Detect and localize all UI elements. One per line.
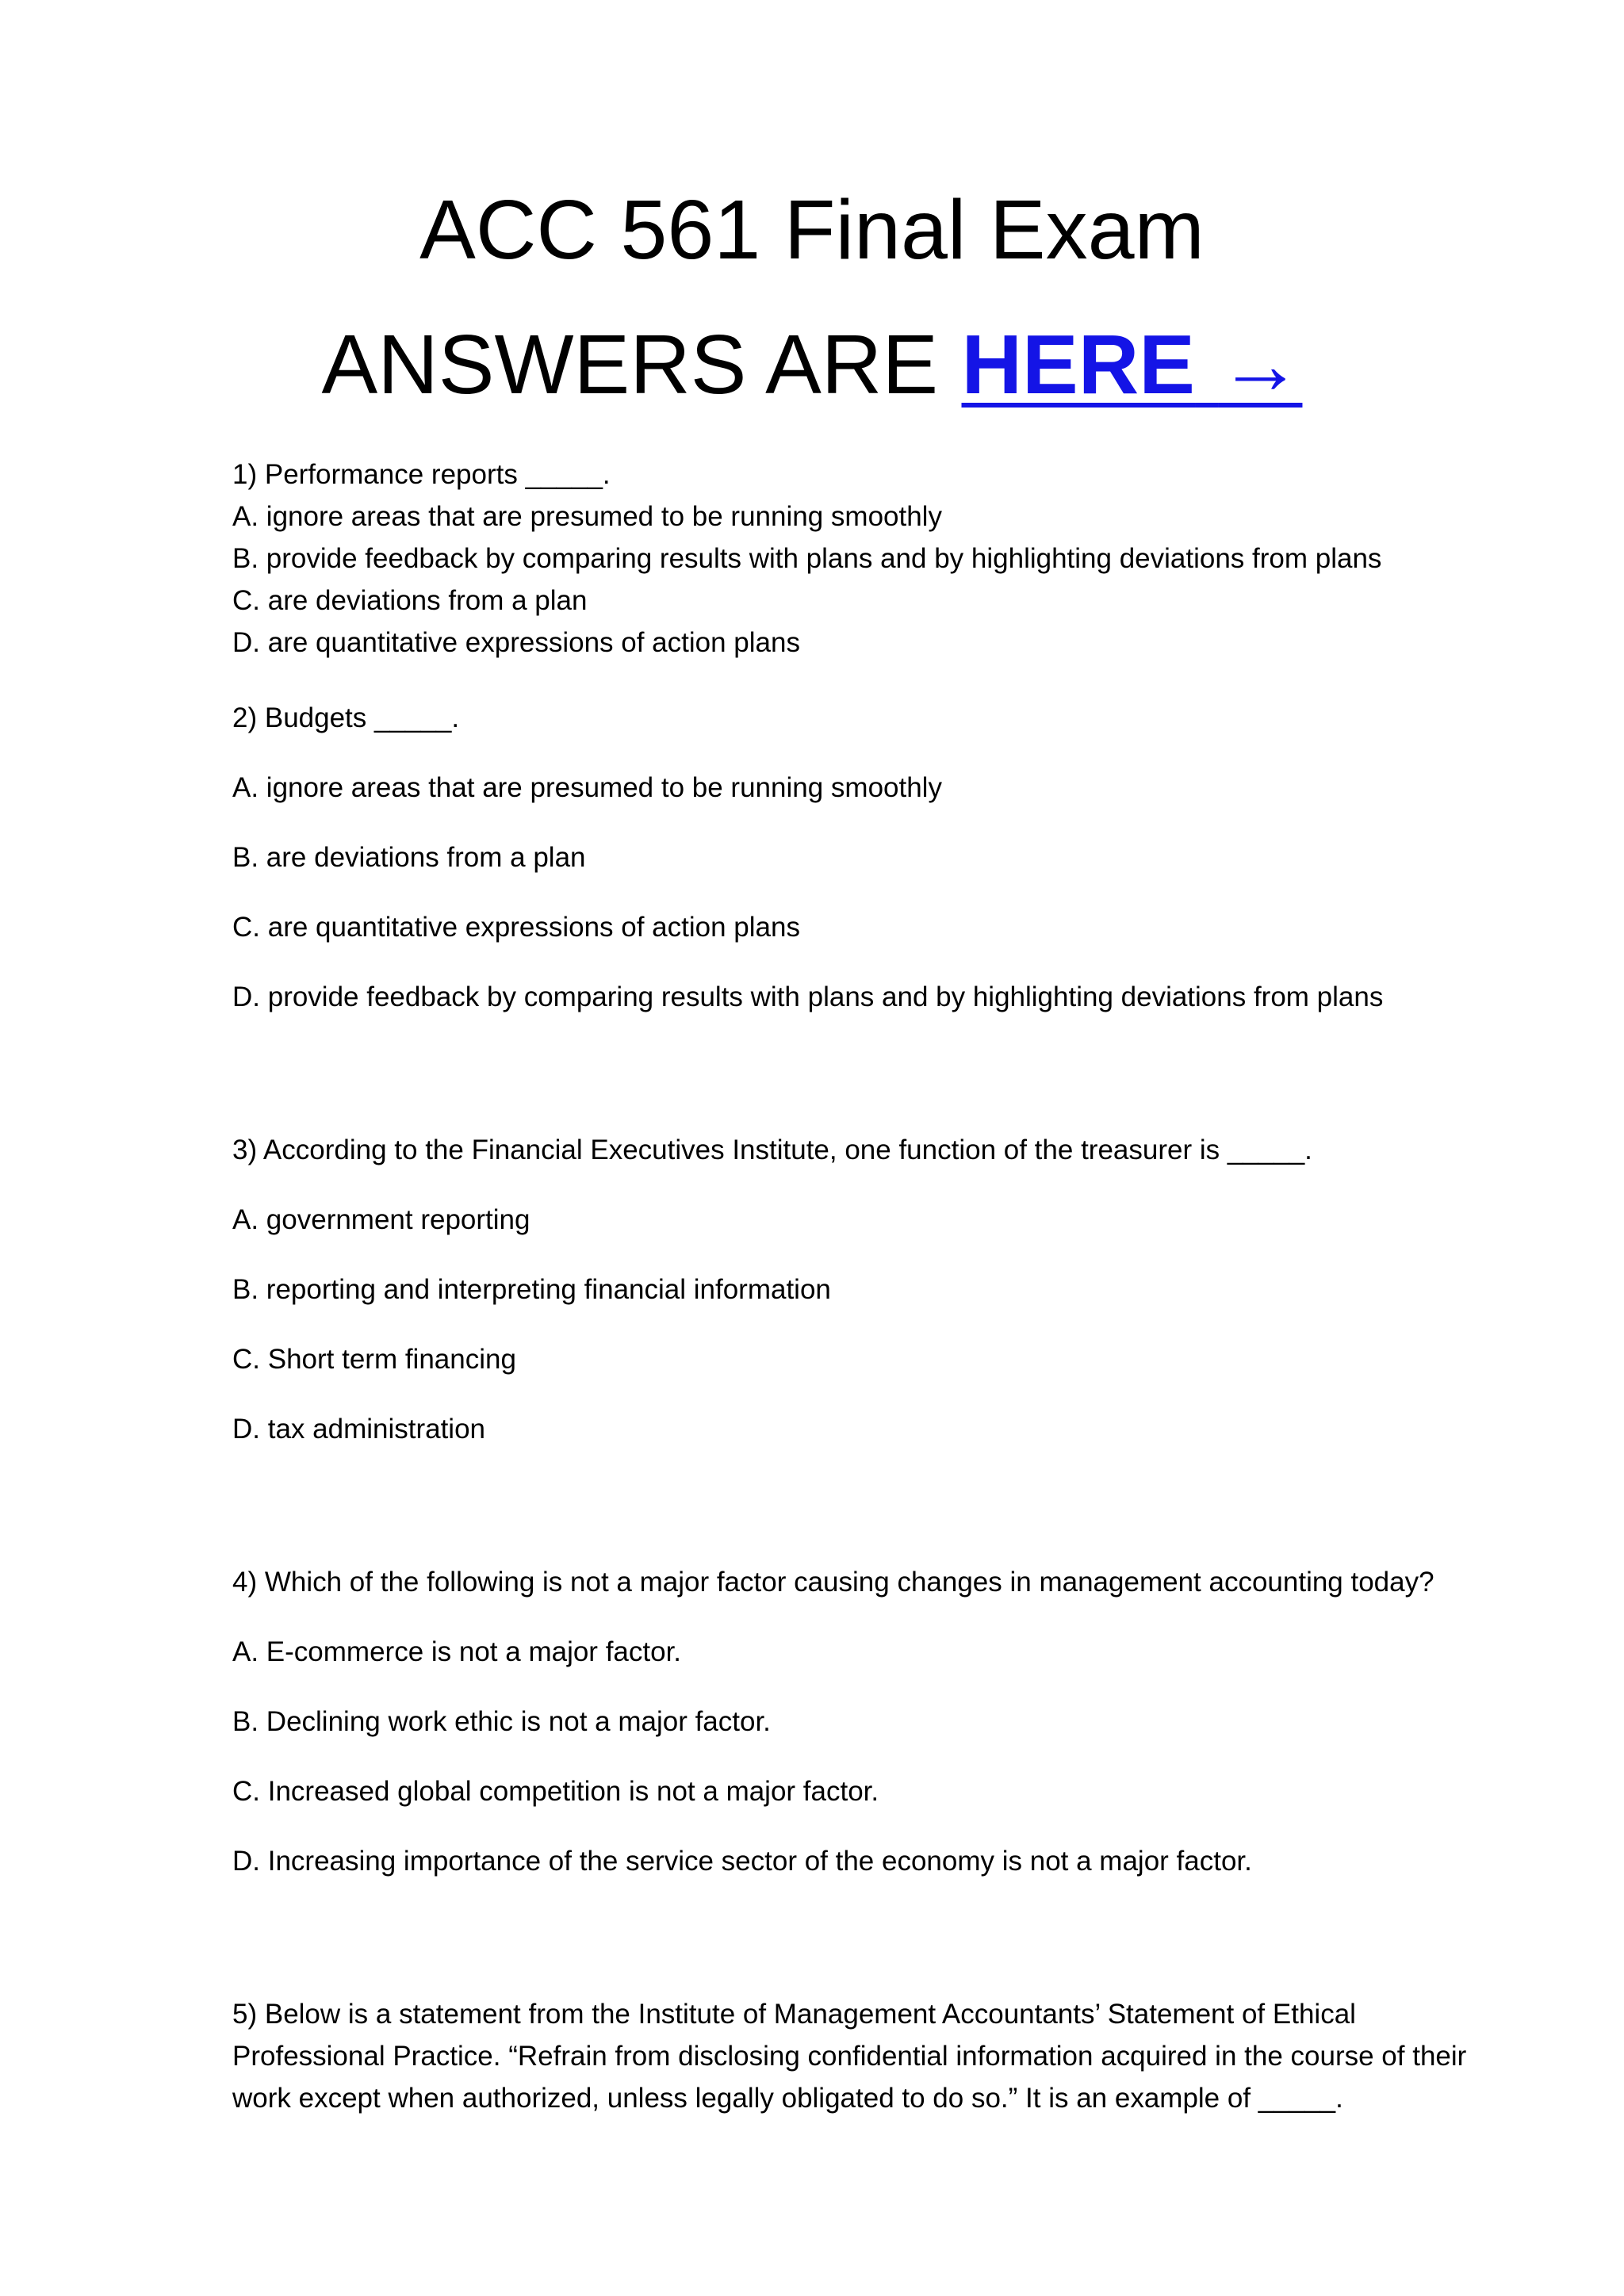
answer-option: A. government reporting	[232, 1204, 530, 1235]
question-stem: 3) According to the Financial Executives Institute, one function of the treasurer is _____.	[232, 1135, 1312, 1165]
answer-option: B. reporting and interpreting financial information	[232, 1274, 831, 1305]
question-stem-line: work except when authorized, unless legally obligated to do so.” It is an example of _____.	[232, 2083, 1343, 2114]
right-arrow-icon: →	[1218, 318, 1303, 411]
title-block	[0, 163, 1624, 432]
answer-option: C. Short term financing	[232, 1344, 516, 1375]
answer-option: A. ignore areas that are presumed to be running smoothly	[232, 772, 942, 803]
answer-option: B. Declining work ethic is not a major factor.	[232, 1706, 771, 1737]
answer-option: C. are deviations from a plan	[232, 585, 588, 616]
question-stem: 2) Budgets _____.	[232, 702, 460, 733]
answer-option: C. are quantitative expressions of action plans	[232, 912, 800, 943]
spacer	[232, 664, 1517, 697]
question-stem-line: Professional Practice. “Refrain from disclosing confidential information acquired in the course of their	[232, 2041, 1467, 2072]
answers-here-link[interactable]	[962, 318, 1303, 411]
spacer	[232, 1478, 1517, 1561]
question-3	[232, 1129, 1517, 1478]
answers-heading	[0, 297, 1624, 432]
answer-option: C. Increased global competition is not a major factor.	[232, 1776, 879, 1807]
question-1	[232, 453, 1517, 664]
answers-heading-text: ANSWERS ARE	[321, 318, 962, 411]
spacer	[232, 1910, 1517, 1993]
spacer	[232, 1046, 1517, 1129]
answers-link-label: HERE	[961, 318, 1196, 411]
page-title: ACC 561 Final Exam	[419, 183, 1205, 277]
question-stem-line: 5) Below is a statement from the Institute of Management Accountants’ Statement of Ethical	[232, 1999, 1356, 2030]
answer-option: A. E-commerce is not a major factor.	[232, 1636, 682, 1667]
question-stem: 4) Which of the following is not a major factor causing changes in management accounting today?	[232, 1567, 1434, 1598]
questions-list	[232, 453, 1517, 2119]
answer-option: D. provide feedback by comparing results with plans and by highlighting deviations from plans	[232, 982, 1384, 1012]
answer-option: D. tax administration	[232, 1414, 486, 1445]
answer-option: B. are deviations from a plan	[232, 842, 586, 873]
question-4	[232, 1561, 1517, 1910]
question-5	[232, 1993, 1517, 2119]
question-2	[232, 697, 1517, 1046]
question-stem: 1) Performance reports _____.	[232, 459, 611, 490]
answer-option: A. ignore areas that are presumed to be running smoothly	[232, 501, 942, 532]
answer-option: B. provide feedback by comparing results with plans and by highlighting deviations from plans	[232, 543, 1382, 574]
answer-option: D. are quantitative expressions of action plans	[232, 627, 800, 658]
answer-option: D. Increasing importance of the service sector of the economy is not a major factor.	[232, 1846, 1252, 1877]
